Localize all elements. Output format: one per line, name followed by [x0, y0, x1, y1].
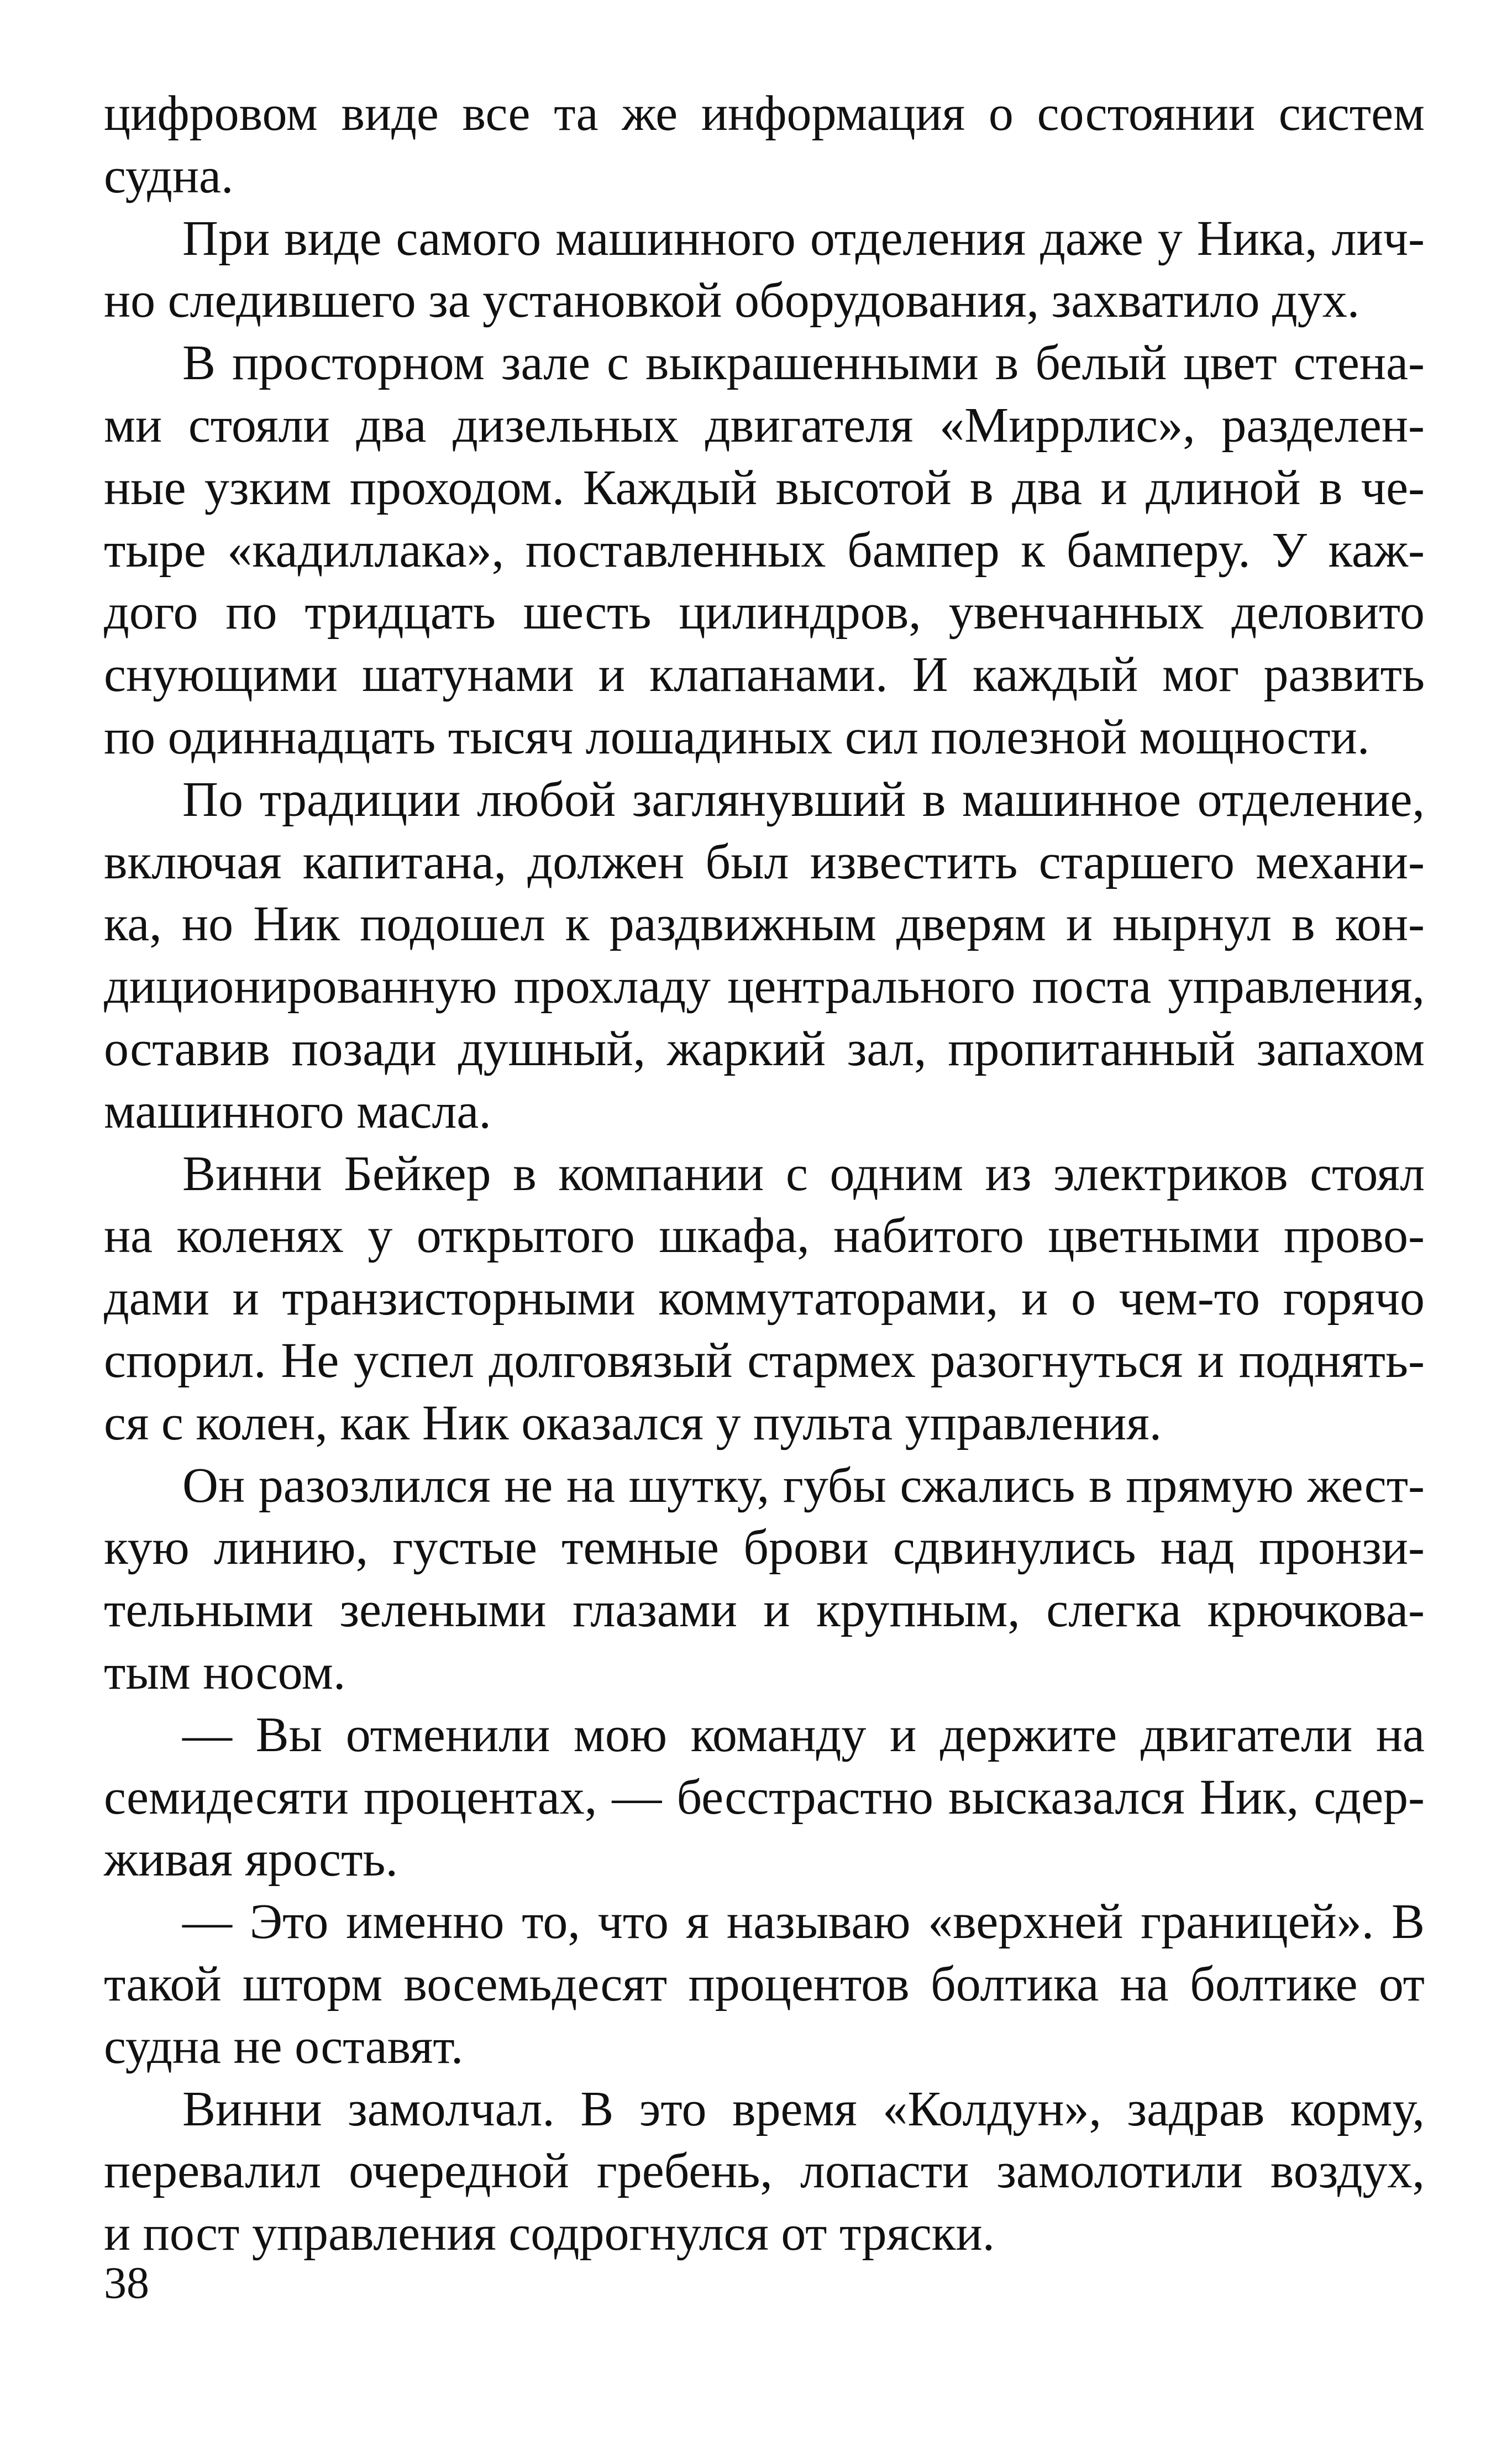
- page-number: 38: [104, 2257, 149, 2308]
- text-line: Винни Бейкер в компании с одним из электриков стоял: [182, 1146, 1425, 1201]
- text-line: Он разозлился не на шутку, губы сжались в прямую жест-: [182, 1458, 1425, 1513]
- text-line: машинного масла.: [104, 1083, 491, 1139]
- text-line: ся с колен, как Ник оказался у пульта управления.: [104, 1395, 1162, 1450]
- text-line: В просторном зале с выкрашенными в белый цвет стена-: [182, 336, 1425, 391]
- text-line: включая капитана, должен был известить старшего механи-: [104, 834, 1425, 889]
- text-line: Винни замолчал. В это время «Колдун», задрав корму,: [182, 2081, 1425, 2136]
- text-line: тыре «кадиллака», поставленных бампер к бамперу. У каж-: [104, 522, 1425, 578]
- text-line: цифровом виде все та же информация о состоянии систем: [104, 86, 1425, 141]
- text-line: живая ярость.: [104, 1832, 398, 1887]
- text-line: перевалил очередной гребень, лопасти замолотили воздух,: [104, 2144, 1425, 2199]
- text-line: ные узким проходом. Каждый высотой в два и длиной в че-: [104, 460, 1425, 515]
- text-line: ка, но Ник подошел к раздвижным дверям и нырнул в кон-: [104, 897, 1425, 952]
- text-line: тым носом.: [104, 1644, 346, 1700]
- text-line: При виде самого машинного отделения даже у Ника, лич-: [182, 211, 1425, 266]
- text-line: но следившего за установкой оборудования, захватило дух.: [104, 273, 1360, 328]
- text-line: дами и транзисторными коммутаторами, и о чем-то горячо: [104, 1271, 1425, 1326]
- text-line: — Это именно то, что я называю «верхней границей». В: [182, 1894, 1425, 1950]
- text-line: судна.: [104, 148, 234, 203]
- text-line: По традиции любой заглянувший в машинное отделение,: [182, 772, 1425, 827]
- text-line: ми стояли два дизельных двигателя «Миррлис», разделен-: [104, 397, 1425, 453]
- text-line: и пост управления содрогнулся от тряски.: [104, 2206, 995, 2261]
- text-line: судна не оставят.: [104, 2019, 464, 2074]
- text-line: оставив позади душный, жаркий зал, пропитанный запахом: [104, 1021, 1425, 1076]
- text-line: диционированную прохладу центрального поста управления,: [104, 959, 1425, 1014]
- text-line: тельными зелеными глазами и крупным, слегка крючкова-: [104, 1583, 1425, 1638]
- text-line: по одиннадцать тысяч лошадиных сил полезной мощности.: [104, 709, 1370, 764]
- page-body: [104, 83, 1425, 2265]
- text-line: — Вы отменили мою команду и держите двигатели на: [182, 1707, 1425, 1762]
- text-line: снующими шатунами и клапанами. И каждый мог развить: [104, 647, 1425, 703]
- text-line: семидесяти процентах, — бесстрастно высказался Ник, сдер-: [104, 1769, 1425, 1825]
- text-line: дого по тридцать шесть цилиндров, увенчанных деловито: [104, 585, 1425, 640]
- text-line: на коленях у открытого шкафа, набитого цветными прово-: [104, 1208, 1425, 1264]
- text-line: спорил. Не успел долговязый стармех разогнуться и поднять-: [104, 1333, 1425, 1388]
- text-line: такой шторм восемьдесят процентов болтика на болтике от: [104, 1956, 1425, 2012]
- text-line: кую линию, густые темные брови сдвинулись над пронзи-: [104, 1520, 1425, 1575]
